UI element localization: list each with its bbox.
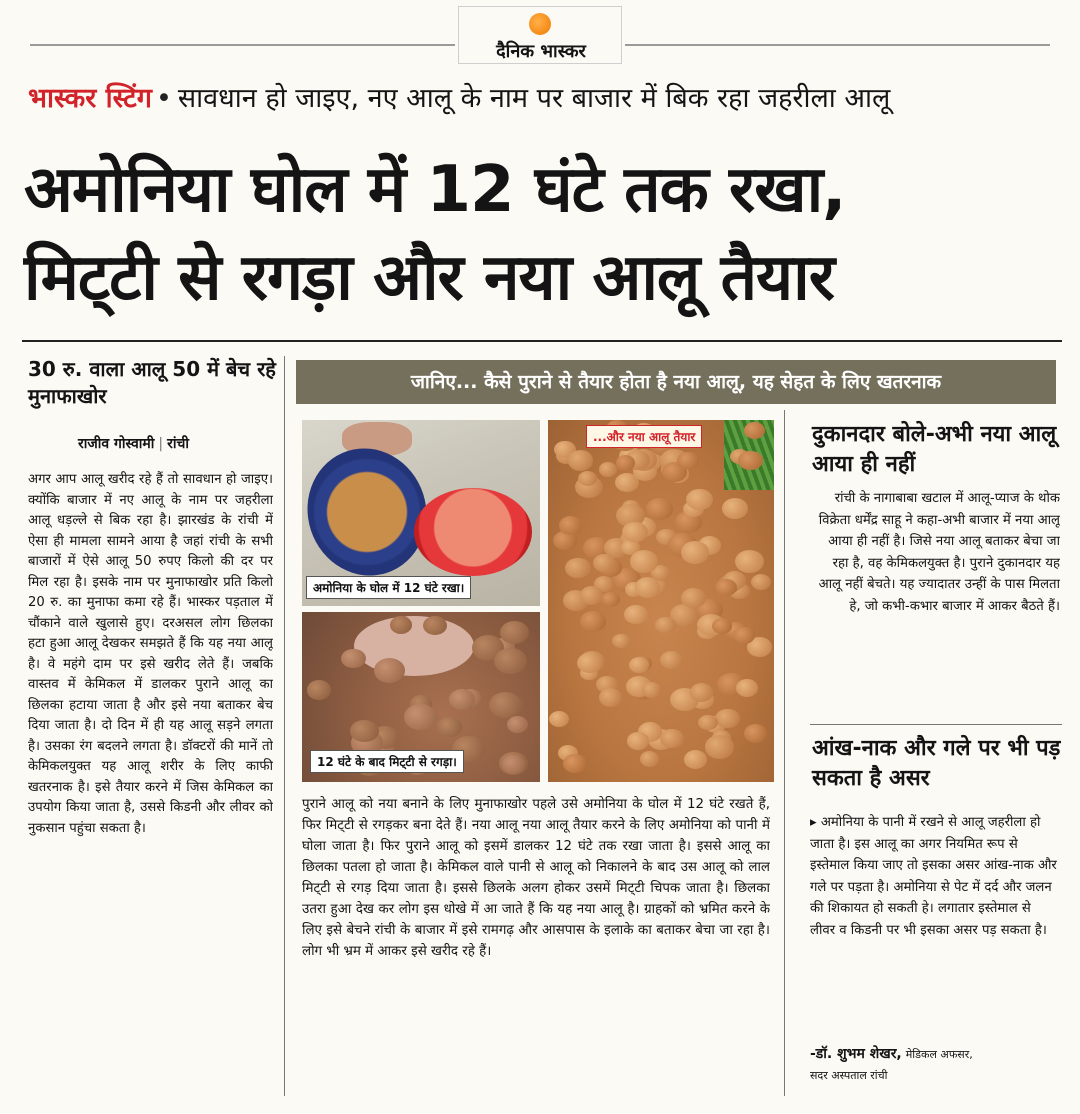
potato-shape bbox=[686, 489, 713, 511]
potato-shape bbox=[568, 450, 593, 470]
potato-shape bbox=[622, 522, 648, 542]
potato-shape bbox=[565, 558, 590, 578]
potato-shape bbox=[374, 658, 405, 683]
left-article-body: अगर आप आलू खरीद रहे हैं तो सावधान हो जाइए। क्योंकि बाजार में नए आलू के नाम पर जहरीला आलू धड़ल्ले से बिक रहा है। झारखंड के रांची में ऐसा ही मामला सामने आया है जहां रांची के सभी बाजारों में ऐसे आलू 50 रुपए किलो की दर पर मिल रहा है। इसके नाम पर मुनाफाखोर प्रति किलो 20 रु. का मुनाफा कमा रहे हैं। भास्कर पड़ताल में चौंकाने वाले खुलासे हुए। दरअसल लोग छिलका हटा हुआ आलू देखकर समझते हैं कि यह नया आलू है। वे महंगे दाम पर इसे खरीद लेते हैं। जबकि वास्तव में केमिकल में डालकर पुराने आलू का छिलका हटाया जाता है और इसे नया बताकर बेच दिया जाता है। दो दिन में ही यह आलू सड़ने लगता है। उसका रंग बदलने लगता है। डॉक्टरों की मानें तो केमिकलयुक्त यह आलू शरीर के लिए काफी खतरनाक है। इसे तैयार करने में जिस केमिकल का उपयोग किया जाता है, उससे किडनी और लीवर को नुकसान पहुंचा सकता है। bbox=[28, 472, 273, 836]
right-body-2 bbox=[810, 812, 1060, 1040]
doctor-hospital: सदर अस्पताल रांची bbox=[810, 1069, 888, 1082]
potato-shape bbox=[629, 657, 650, 673]
potato-shape bbox=[681, 588, 706, 608]
potato-shape bbox=[601, 592, 620, 607]
potato-shape bbox=[559, 516, 583, 535]
bullet-marker-icon: ▸ bbox=[810, 815, 817, 830]
potato-shape bbox=[350, 720, 379, 743]
middle-article-body: पुराने आलू को नया बनाने के लिए मुनाफाखोर पहले उसे अमोनिया के घोल में 12 घंटे रखते हैं, फिर मिट्‌टी से रगड़कर बना देते हैं। नया आलू नया आलू तैयार करने के लिए अमोनिया को पानी में घोला जाता है। फिर पुराने आलू को इसमें डालकर 12 घंटे तक रखा जाता है। इससे आलू का छिलका पतला हो जाता है। केमिकल वाले पानी से आलू को निकालने के बाद उस आलू को लाल मिट्‌टी से रगड़ दिया जाता है। इससे छिलके अलग होकर उसमें मिट्‌टी चिपक जाता है। छिलका उतरा हुआ देख कर लोग इस धोखे में आ जाते हैं कि यह नया आलू है। ग्राहकों को भ्रमित करने के लिए इसे बेचने रांची के बाजार में इसे रामगढ़ और आसपास के इलाके का बताकर बेचा जा रहा है। लोग भी भ्रम में आकर इसे खरीद रहे हैं। bbox=[302, 797, 770, 959]
potato-shape bbox=[489, 692, 522, 718]
potato-shape bbox=[744, 724, 768, 743]
potato-shape bbox=[494, 648, 526, 674]
right-body-1: रांची के नागाबाबा खटाल में आलू-प्याज के थोक विक्रेता धर्मेंद्र साहू ने कहा-अभी बाजार में नया आलू आया ही नहीं है। जिसे नया आलू बताकर बेचा जा रहा है, वह केमिकलयुक्त है। पुराने दुकानदार यह आलू नहीं बेचते। यह ज्यादातर उन्हीं के पास मिलता हे, जो कभी-कभार बाजार में आकर बैठते हैं। bbox=[818, 491, 1060, 614]
potato-shape bbox=[500, 621, 529, 644]
potato-shape bbox=[437, 717, 462, 737]
photo-caption-2: 12 घंटे के बाद मिट्‌टी से रगड़ा। bbox=[310, 750, 464, 773]
potato-shape bbox=[599, 688, 623, 707]
hand-shape bbox=[354, 616, 474, 676]
potato-shape bbox=[715, 709, 739, 729]
potato-shape bbox=[660, 651, 683, 669]
potato-shape bbox=[677, 452, 699, 470]
photo-caption-1: अमोनिया के घोल में 12 घंटे रखा। bbox=[306, 576, 471, 599]
potato-shape bbox=[577, 653, 602, 673]
kicker-bullet: • bbox=[155, 83, 172, 114]
potato-shape bbox=[684, 750, 707, 769]
potato-shape bbox=[751, 574, 771, 590]
right-body-2-text: अमोनिया के पानी में रखने से आलू जहरीला हो जाता है। इस आलू का अगर नियमित रूप से इस्तेमाल किया जाए तो इसका असर आंख-नाक और गले पर पड़ता है। अमोनिया से पेट में दर्द और जलन की शिकायत हो सकती हे। लगातार इस्तेमाल से लीवर व किडनी पर भी इसका असर पड़ सकता है। bbox=[810, 815, 1057, 938]
potato-shape bbox=[580, 611, 606, 632]
potato-shape bbox=[655, 617, 676, 634]
masthead-logo bbox=[458, 6, 622, 64]
red-solution-tub bbox=[414, 488, 532, 576]
doctor-role: मेडिकल अफसर, bbox=[905, 1048, 973, 1061]
potato-shape bbox=[705, 735, 735, 759]
potato-shape bbox=[733, 627, 755, 644]
sun-logo-icon bbox=[529, 13, 551, 35]
headline-line-2: मिट्‌टी से रगड़ा और नया आलू तैयार bbox=[24, 241, 834, 315]
potato-shape bbox=[580, 586, 604, 605]
potato-shape bbox=[735, 550, 764, 573]
potato-shape bbox=[722, 498, 748, 519]
masthead bbox=[0, 0, 1080, 70]
paper-name: दैनिक भास्कर bbox=[496, 41, 586, 62]
potato-shape bbox=[642, 682, 661, 697]
photo-new-potatoes-ready bbox=[548, 420, 774, 782]
potato-shape bbox=[616, 455, 635, 470]
potato-shape bbox=[612, 634, 630, 649]
potato-shape bbox=[736, 679, 759, 697]
potato-shape bbox=[404, 704, 437, 731]
potato-shape bbox=[690, 683, 713, 702]
byline-author: राजीव गोस्वामी bbox=[78, 436, 155, 452]
section-banner: जानिए... कैसे पुराने से तैयार होता है नया आलू, यह सेहत के लिए खतरनाक bbox=[296, 360, 1056, 404]
potato-shape bbox=[423, 616, 447, 635]
left-subhead: 30 रु. वाला आलू 50 में बेच रहे मुनाफाखोर bbox=[28, 357, 276, 408]
byline-separator: | bbox=[158, 436, 164, 452]
doctor-signature bbox=[810, 1044, 1062, 1086]
potato-shape bbox=[341, 649, 366, 669]
potato-shape bbox=[624, 605, 647, 624]
right-subhead-1: दुकानदार बोले-अभी नया आलू आया ही नहीं bbox=[812, 422, 1057, 477]
potato-shape bbox=[738, 451, 762, 470]
potato-shape bbox=[646, 498, 673, 519]
kicker bbox=[28, 82, 1058, 116]
potato-shape bbox=[681, 541, 710, 564]
byline-place: रांची bbox=[167, 436, 189, 452]
potato-shape bbox=[599, 462, 617, 477]
column-divider-right bbox=[784, 410, 785, 1096]
potato-shape bbox=[715, 579, 737, 596]
potato-shape bbox=[507, 716, 528, 733]
byline bbox=[78, 434, 189, 453]
potato-shape bbox=[563, 754, 586, 773]
potato-shape bbox=[307, 680, 331, 700]
potato-shape bbox=[578, 471, 597, 486]
right-subhead-2: आंख-नाक और गले पर भी पड़ सकता है असर bbox=[812, 736, 1061, 791]
potato-shape bbox=[660, 729, 683, 748]
photo-caption-3: ...और नया आलू तैयार bbox=[586, 425, 702, 448]
masthead-rule-left bbox=[30, 44, 455, 46]
doctor-name: -डॉ. शुभम शेखर, bbox=[810, 1046, 902, 1062]
headline-line-1: अमोनिया घोल में 12 घंटे तक रखा, bbox=[24, 153, 846, 227]
potato-shape bbox=[449, 689, 475, 710]
right-column-rule bbox=[810, 724, 1062, 725]
potato-shape bbox=[549, 711, 569, 727]
masthead-rule-right bbox=[625, 44, 1050, 46]
headline-rule bbox=[22, 340, 1062, 342]
potato-shape bbox=[627, 732, 649, 749]
kicker-label: भास्कर स्टिंग bbox=[28, 83, 152, 114]
potato-shape bbox=[640, 751, 659, 767]
column-divider-left bbox=[284, 356, 285, 1096]
potato-shape bbox=[630, 550, 658, 573]
kicker-text: सावधान हो जाइए, नए आलू के नाम पर बाजार में बिक रहा जहरीला आलू bbox=[177, 83, 891, 114]
